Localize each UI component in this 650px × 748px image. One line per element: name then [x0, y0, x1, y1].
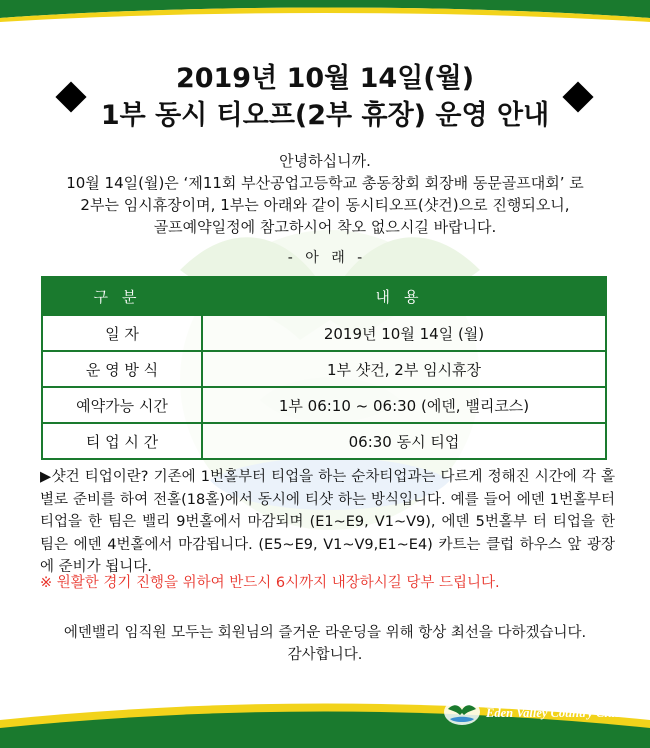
- closing-line: 에덴밸리 임직원 모두는 회원님의 즐거운 라운딩을 위해 항상 최선을 다하겠습니다.: [63, 625, 587, 641]
- table-row: [42, 315, 606, 351]
- title-subject: 1부 동시 티오프(2부 휴장) 운영 안내: [100, 100, 550, 131]
- diamond-bullet-icon: [562, 81, 593, 112]
- row-key: 티 업 시 간: [42, 423, 202, 459]
- schedule-table: [41, 276, 607, 460]
- table-row: [42, 387, 606, 423]
- table-row: [42, 351, 606, 387]
- warning-notice: ※ 원활한 경기 진행을 위하여 반드시 6시까지 내장하시길 당부 드립니다.: [40, 575, 500, 591]
- shotgun-explanation: ▶샷건 티업이란? 기존에 1번홀부터 티업을 하는 순차티업과는 다르게 정해진 시간에 각 홀별로 준비를 하여 전홀(18홀)에서 동시에 티샷 하는 방식입니다. 예를 들어 에덴 1번홀부터 티업을 한 팀은 밸리 9번홀에서 마감되며 (E1~E9, V1~V9), 에덴 5번홀부 터 티업을 한 팀은 에덴 4번홀에서 마감됩니다. (E5~E9, V1~V9,E1~E4) 카트는 클럽 하우스 앞 광장에 준비가 됩니다.: [40, 469, 615, 575]
- greeting-text: 안녕하십니까.: [279, 152, 371, 170]
- header-category: 구분: [42, 277, 202, 315]
- logo-name: Eden Valley Country Club: [486, 706, 622, 720]
- club-logo-icon: [442, 697, 482, 727]
- closing-line: 감사합니다.: [287, 647, 363, 663]
- row-value: 1부 샷건, 2부 임시휴장: [202, 351, 606, 387]
- notice-paragraph: [20, 172, 630, 238]
- row-key: 운 영 방 식: [42, 351, 202, 387]
- notice-line: 골프예약일정에 참고하시어 착오 없으시길 바랍니다.: [153, 218, 497, 236]
- notice-line: 10월 14일(월)은 ‘제11회 부산공업고등학교 총동창회 회장배 동문골프대회’ 로: [66, 174, 584, 192]
- logo-subtitle: Golf & Ski Resort: [528, 696, 586, 703]
- row-key: 예약가능 시간: [42, 387, 202, 423]
- below-label: - 아 래 -: [287, 250, 363, 266]
- title-date: 2019년 10월 14일(월): [175, 63, 475, 94]
- diamond-bullet-icon: [55, 81, 86, 112]
- row-value: 1부 06:10 ~ 06:30 (에덴, 밸리코스): [202, 387, 606, 423]
- row-key: 일 자: [42, 315, 202, 351]
- notice-line: 2부는 임시휴장이며, 1부는 아래와 같이 동시티오프(샷건)으로 진행되오니,: [80, 196, 570, 214]
- closing-message: [20, 622, 630, 666]
- table-header-row: [42, 277, 606, 315]
- header-content: 내용: [202, 277, 606, 315]
- row-value: 06:30 동시 티업: [202, 423, 606, 459]
- row-value: 2019년 10월 14일 (월): [202, 315, 606, 351]
- table-row: [42, 423, 606, 459]
